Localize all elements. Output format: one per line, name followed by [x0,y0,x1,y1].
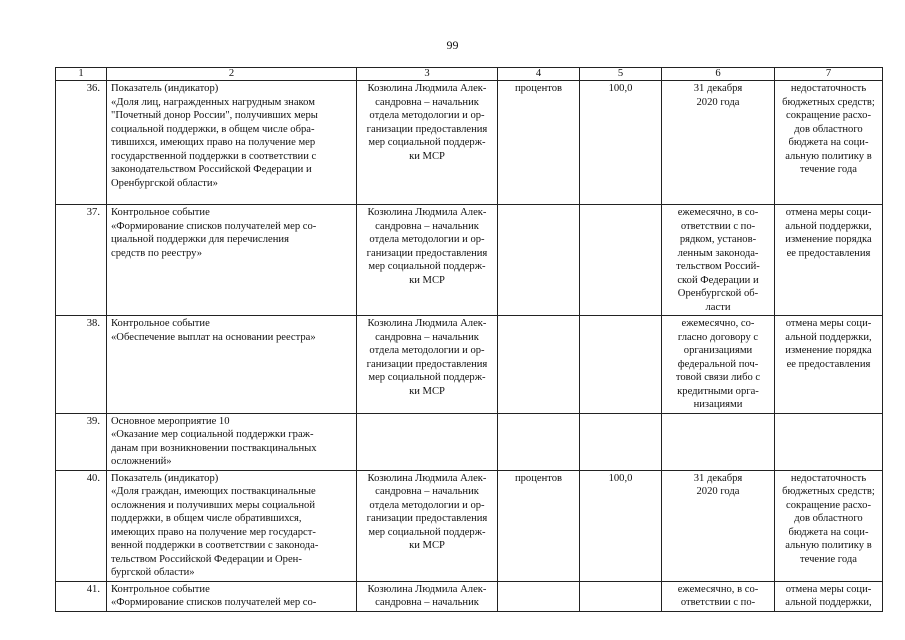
row-term-line: Оренбургской об- [677,288,759,299]
row-responsible [357,81,498,205]
row-description-line: «Доля лиц, награжденных нагрудным знаком [111,96,315,108]
row-responsible-line: ки МСР [409,150,445,162]
row-responsible-line: Козюлина Людмила Алек- [367,472,487,484]
row-risk-line: изменение порядка [785,234,872,245]
row-risk-line: отмена меры соци- [785,207,872,218]
row-responsible-line: ганизации предоставления [366,358,488,370]
row-risk-line: ее предоставления [786,247,871,259]
row-term [662,581,775,611]
row-responsible-line: отдела методологии и ор- [369,110,485,121]
col-header-1: 1 [56,68,107,81]
row-responsible-line: отдела методологии и ор- [369,345,485,356]
row-description [107,81,357,205]
row-risk-line: течение года [800,553,857,565]
row-description-line: «Формирование списков получателей мер со- [111,597,317,608]
row-risk-line: альной поддержки, [785,331,872,343]
row-value [580,81,662,205]
row-responsible-line: ки МСР [409,540,445,551]
row-risk-line: альную политику в [785,540,872,551]
row-description-line: Контрольное событие [111,207,210,218]
row-unit [498,81,580,205]
col-header-6: 6 [662,68,775,81]
row-description-line: осложнений» [111,456,172,467]
row-term-line: ответствии с по- [680,597,756,608]
row-term-line: ской Федерации и [677,274,759,286]
row-risk-line: бюджетных средств; [782,486,875,497]
row-unit [498,413,580,470]
row-risk-line: ее предоставления [786,358,871,370]
table-row [56,581,883,611]
row-description-line: «Обеспечение выплат на основании реестра» [111,331,316,343]
row-risk [775,581,883,611]
header-row [56,68,883,81]
row-responsible [357,413,498,470]
row-description-line: средств по реестру» [111,247,202,259]
row-responsible-line: отдела методологии и ор- [369,499,485,511]
row-description-line: тившихся, имеющих право на получение мер [111,137,316,148]
row-description-line: Оренбургской области» [111,177,218,189]
table-row [56,413,883,470]
row-risk-line: недостаточность [790,83,867,94]
row-term-line: 31 декабря [693,83,743,94]
row-number: 38. [56,316,107,414]
row-description-line: "Почетный донор России", получивших меры [111,110,318,121]
row-responsible-line: мер социальной поддерж- [368,261,486,272]
row-description-line: социальной поддержки, в общем числе обра- [111,123,315,135]
row-responsible-line: мер социальной поддерж- [368,137,486,148]
row-term [662,205,775,316]
row-description [107,470,357,581]
table-row [56,316,883,414]
row-risk-line: отмена меры соци- [785,318,872,329]
row-description [107,205,357,316]
page-number: 99 [446,38,459,52]
row-unit [498,581,580,611]
row-risk-line: бюджета на соци- [788,526,869,538]
row-responsible-line: сандровна – начальник [375,220,479,232]
row-description-line: Основное мероприятие 10 [111,415,230,427]
row-risk-line: изменение порядка [785,345,872,356]
row-description [107,316,357,414]
row-risk-line: альную политику в [785,150,872,162]
row-term [662,81,775,205]
measures-table [55,67,883,612]
row-description-line: Контрольное событие [111,318,210,329]
row-term-line: 2020 года [696,486,740,497]
row-term-line: ежемесячно, в со- [677,583,759,595]
row-unit-line: процентов [514,472,563,484]
row-value [580,470,662,581]
row-description-line: данам при возникновении поствакцинальных [111,442,317,454]
row-risk-line: сокращение расхо- [786,499,871,511]
row-term [662,413,775,470]
row-responsible-line: сандровна – начальник [375,597,479,608]
row-description-line: венной поддержки в соответствии с законода- [111,540,319,551]
row-responsible-line: ки МСР [409,385,445,397]
row-unit [498,316,580,414]
row-term-line: рядком, установ- [679,234,757,245]
row-responsible-line: мер социальной поддерж- [368,372,486,383]
row-description-line: государственной поддержки в соответствии с [111,150,317,162]
row-risk-line: альной поддержки, [785,220,872,232]
row-term-line: товой связи либо с [675,372,761,383]
row-responsible-line: сандровна – начальник [375,486,479,497]
col-header-7: 7 [775,68,883,81]
row-value-line: 100,0 [608,83,633,94]
row-term [662,470,775,581]
row-number: 39. [56,413,107,470]
row-description-line: имеющих право на получение мер государст- [111,526,316,538]
row-term-line: организациями [683,345,753,356]
row-value [580,581,662,611]
row-risk [775,413,883,470]
row-value [580,316,662,414]
table-row [56,81,883,205]
row-description-line: «Оказание мер социальной поддержки граж- [111,429,314,440]
row-unit-line: процентов [514,83,563,94]
row-responsible-line: ганизации предоставления [366,123,488,135]
row-responsible [357,316,498,414]
row-description [107,413,357,470]
row-responsible-line: Козюлина Людмила Алек- [367,318,487,329]
row-risk-line: отмена меры соци- [785,583,872,595]
row-description [107,581,357,611]
row-description-line: бургской области» [111,567,195,578]
row-responsible-line: ганизации предоставления [366,513,488,524]
row-term-line: ласти [705,301,731,313]
row-risk [775,316,883,414]
row-description-line: Контрольное событие [111,583,210,595]
col-header-5: 5 [580,68,662,81]
row-risk-line: дов областного [794,513,863,524]
row-description-line: осложнения и получивших меры социальной [111,499,315,511]
col-header-3: 3 [357,68,498,81]
row-description-line: Показатель (индикатор) [111,83,219,94]
row-responsible-line: мер социальной поддерж- [368,526,486,538]
row-responsible-line: ганизации предоставления [366,247,488,259]
row-responsible-line: сандровна – начальник [375,331,479,343]
table-row [56,470,883,581]
row-risk-line: сокращение расхо- [786,110,871,121]
row-term-line: 31 декабря [693,472,743,484]
row-term-line: ежемесячно, в со- [677,207,759,218]
row-term-line: ответствии с по- [680,220,756,232]
row-term-line: кредитными орга- [677,385,759,397]
row-value [580,413,662,470]
row-responsible-line: сандровна – начальник [375,96,479,108]
row-term-line: 2020 года [696,96,740,108]
row-description-line: поддержки, в общем числе обратившихся, [111,513,302,524]
row-risk [775,470,883,581]
row-responsible-line: ки МСР [409,274,445,286]
row-risk-line: альной поддержки, [785,597,872,608]
row-risk-line: бюджета на соци- [788,137,869,148]
row-value-line: 100,0 [608,472,633,484]
row-description-line: циальной поддержки для перечисления [111,234,289,245]
col-header-2: 2 [107,68,357,81]
row-responsible-line: отдела методологии и ор- [369,234,485,245]
row-risk [775,81,883,205]
row-description-line: «Доля граждан, имеющих поствакцинальные [111,486,316,497]
row-unit [498,205,580,316]
row-responsible [357,470,498,581]
row-description-line: «Формирование списков получателей мер со- [111,220,317,232]
row-term-line: низациями [693,399,743,410]
row-responsible-line: Козюлина Людмила Алек- [367,583,487,595]
row-description-line: Показатель (индикатор) [111,472,219,484]
row-responsible-line: Козюлина Людмила Алек- [367,207,487,218]
row-number: 37. [56,205,107,316]
row-term [662,316,775,414]
row-term-line: гласно договору с [677,331,759,343]
row-description-line: законодательством Российской Федерации и [111,164,312,175]
row-term-line: ленным законода- [677,247,759,259]
row-term-line: тельством Россий- [676,261,760,272]
row-risk-line: бюджетных средств; [782,96,875,108]
row-term-line: федеральной поч- [677,358,759,370]
row-risk-line: течение года [800,164,857,175]
row-unit [498,470,580,581]
row-responsible-line: Козюлина Людмила Алек- [367,83,487,94]
row-number: 41. [56,581,107,611]
row-description-line: тельством Российской Федерации и Орен- [111,553,302,565]
col-header-4: 4 [498,68,580,81]
row-number: 40. [56,470,107,581]
row-responsible [357,205,498,316]
row-number: 36. [56,81,107,205]
row-term-line: ежемесячно, со- [681,318,755,329]
table-row [56,205,883,316]
table-body [56,81,883,612]
row-risk [775,205,883,316]
row-value [580,205,662,316]
row-responsible [357,581,498,611]
row-risk-line: недостаточность [790,472,867,484]
row-risk-line: дов областного [794,123,863,135]
